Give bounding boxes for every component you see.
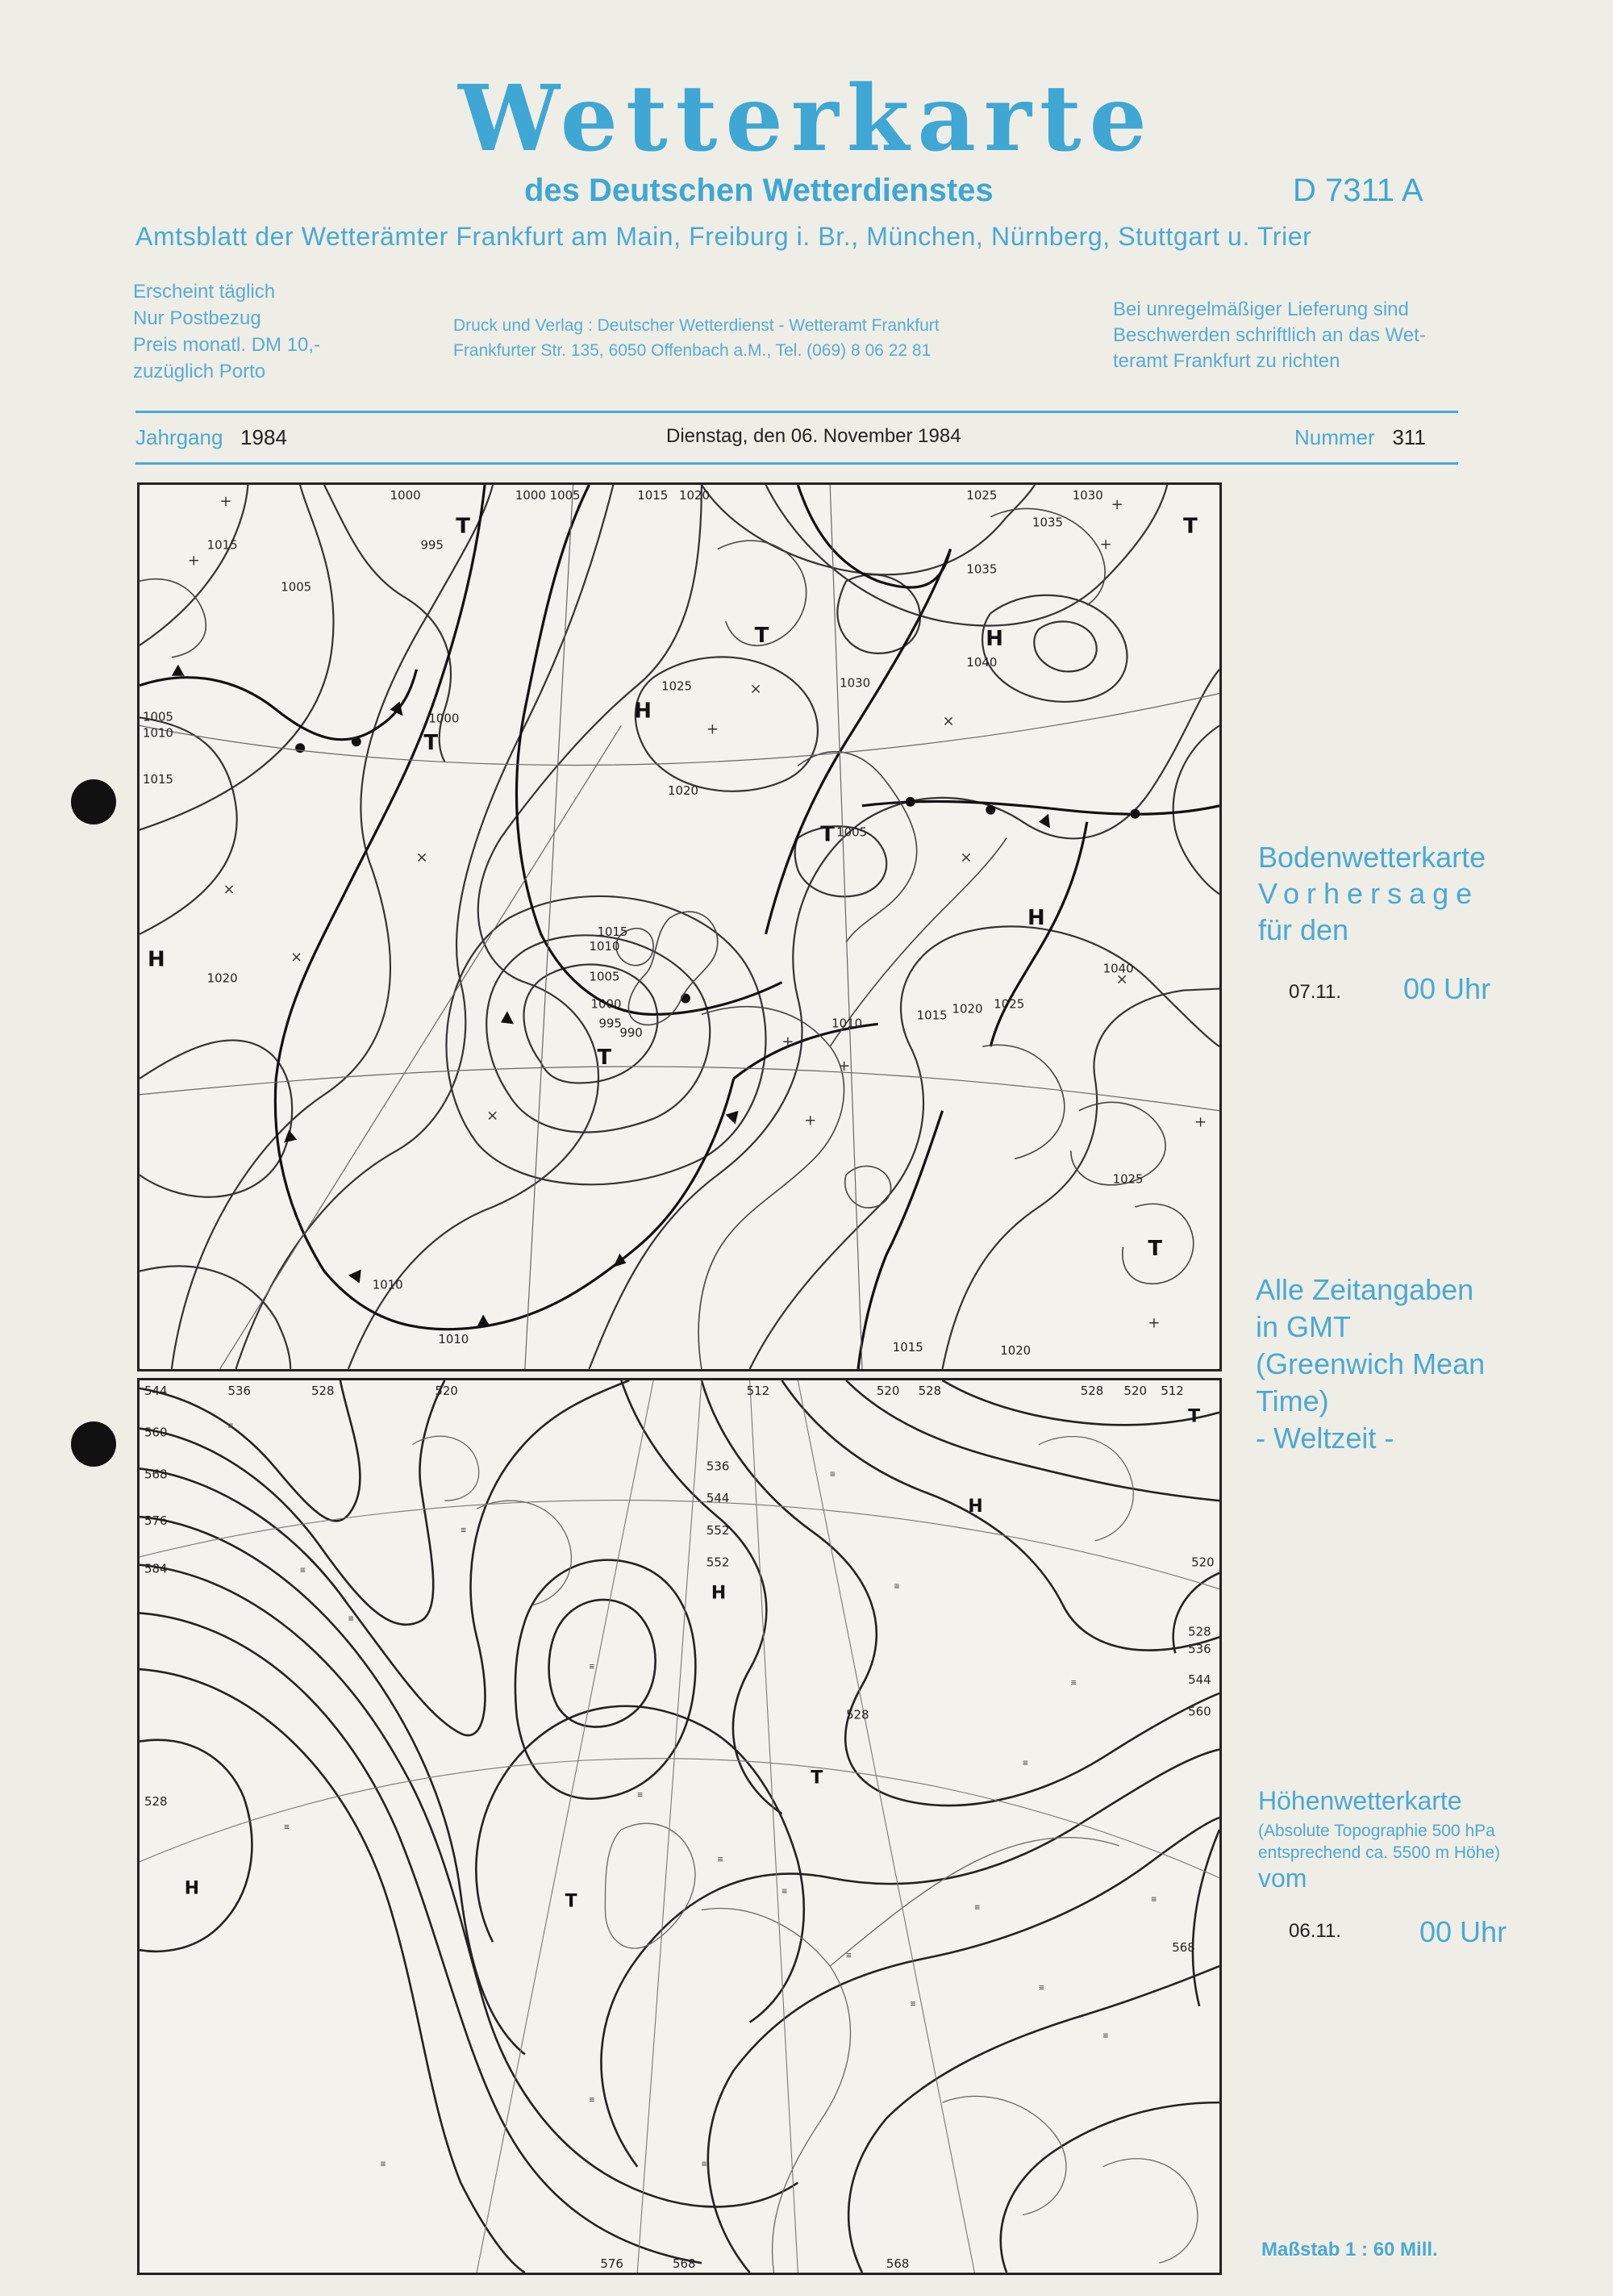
contour bbox=[140, 1380, 444, 1625]
isobar-label: 1040 bbox=[966, 654, 998, 670]
station-plot: ≡ bbox=[348, 1613, 354, 1624]
isobar-label: 1015 bbox=[206, 537, 238, 553]
analysis-time: 00 Uhr bbox=[1419, 1915, 1507, 1948]
isobar-label: 1040 bbox=[1102, 961, 1134, 976]
info-line: Erscheint täglich bbox=[133, 281, 276, 303]
warm-front-half-disc bbox=[352, 737, 361, 746]
postal-code: D 7311 A bbox=[1293, 173, 1423, 208]
isobar-label: 1015 bbox=[637, 487, 669, 503]
isobar-label: 1010 bbox=[142, 725, 173, 741]
publisher-info bbox=[453, 313, 1066, 363]
meridian bbox=[477, 1380, 653, 2273]
contour-label: 536 bbox=[1188, 1642, 1211, 1657]
low-centre: T bbox=[1183, 514, 1198, 539]
front bbox=[766, 549, 951, 934]
station-plot: ≡ bbox=[284, 1821, 290, 1832]
isobar-label: 1030 bbox=[840, 675, 871, 691]
contour bbox=[781, 1380, 1219, 1651]
station-plot: ≡ bbox=[1151, 1893, 1157, 1905]
divider bbox=[135, 411, 1458, 413]
cross-mark: × bbox=[415, 849, 428, 866]
station-plot: ≡ bbox=[1039, 1981, 1044, 1993]
surface-forecast-map bbox=[137, 482, 1222, 1371]
masthead-title: Wetterkarte bbox=[458, 66, 1155, 172]
info-line: Preis monatl. DM 10,- bbox=[133, 334, 321, 356]
isobar-label: 1015 bbox=[142, 771, 173, 787]
contour-label: 560 bbox=[1188, 1704, 1211, 1719]
high-centre: H bbox=[968, 1497, 983, 1517]
station-plot: ≡ bbox=[701, 2158, 707, 2169]
cold-front-triangle bbox=[1039, 814, 1050, 829]
contour bbox=[140, 1565, 798, 2207]
cross-mark: × bbox=[749, 680, 762, 698]
isobar-label: 1025 bbox=[994, 996, 1025, 1012]
coastline bbox=[1103, 2159, 1198, 2263]
contour bbox=[140, 1517, 525, 2054]
contour-label: 520 bbox=[435, 1383, 458, 1398]
isobar-label: 1010 bbox=[589, 938, 620, 954]
isobar-labels bbox=[143, 488, 1144, 1358]
note-line: (Greenwich Mean bbox=[1256, 1347, 1486, 1380]
warm-front-half-disc bbox=[986, 805, 995, 815]
analysis-date: 06.11. bbox=[1289, 1920, 1341, 1942]
station-plot: ≡ bbox=[589, 1661, 595, 1672]
coastline bbox=[1039, 1437, 1133, 1541]
cross-mark: + bbox=[187, 552, 200, 570]
cold-front-triangle bbox=[284, 1130, 297, 1143]
note-line: in GMT bbox=[1256, 1310, 1352, 1343]
isobar-label: 1005 bbox=[589, 969, 620, 984]
low-centre: T bbox=[811, 1768, 823, 1789]
isobar-label: 1000 bbox=[428, 711, 460, 726]
caption-line: Bodenwetterkarte bbox=[1258, 841, 1486, 874]
isobar bbox=[590, 670, 1219, 1369]
number-label: Nummer bbox=[1294, 425, 1375, 449]
masthead-subtitle: des Deutschen Wetterdienstes bbox=[524, 173, 994, 208]
parallel bbox=[140, 1067, 1219, 1111]
cold-front-triangle bbox=[726, 1111, 739, 1125]
forecast-time: 00 Uhr bbox=[1403, 972, 1491, 1005]
contour-label: 512 bbox=[1161, 1383, 1184, 1398]
coastline bbox=[698, 1007, 844, 1369]
isobar-label: 1005 bbox=[836, 824, 868, 840]
time-zone-note bbox=[1256, 1271, 1594, 1457]
isobar-label: 1035 bbox=[1032, 515, 1063, 530]
cross-mark: + bbox=[804, 1112, 817, 1129]
contour-label: 576 bbox=[144, 1513, 168, 1529]
cold-front-triangle bbox=[348, 1270, 361, 1284]
surface-map-caption bbox=[1258, 839, 1597, 948]
cold-front-triangle bbox=[172, 665, 185, 676]
isobar-label: 995 bbox=[420, 537, 444, 553]
station-plot: ≡ bbox=[910, 1998, 916, 2009]
contour-label: 528 bbox=[144, 1794, 168, 1810]
contour-label: 568 bbox=[1172, 1940, 1195, 1956]
coastline bbox=[798, 752, 916, 942]
isobar bbox=[750, 926, 1219, 1369]
contour bbox=[140, 1380, 629, 1735]
meridian bbox=[637, 1380, 702, 2273]
warm-front-half-disc bbox=[1130, 809, 1140, 819]
coastlines bbox=[412, 1436, 1197, 2273]
isobar bbox=[172, 485, 493, 1369]
low-centre: T bbox=[754, 623, 769, 648]
station-crosses bbox=[188, 493, 1207, 1331]
contour-label: 528 bbox=[1080, 1383, 1104, 1398]
cold-front-triangle bbox=[501, 1011, 514, 1024]
isobar-label: 1020 bbox=[206, 971, 238, 986]
forecast-date: 07.11. bbox=[1289, 981, 1341, 1003]
low-centre: T bbox=[820, 822, 835, 847]
cross-mark: + bbox=[781, 1033, 794, 1051]
contour-label: 520 bbox=[1123, 1383, 1147, 1398]
map-scale: Maßstab 1 : 60 Mill. bbox=[1261, 2239, 1438, 2261]
cross-mark: × bbox=[942, 712, 955, 730]
isobar-label: 1010 bbox=[832, 1016, 863, 1031]
note-line: Time) bbox=[1256, 1384, 1329, 1417]
station-plot: ≡ bbox=[227, 1420, 234, 1431]
low-centre: T bbox=[456, 514, 470, 539]
front bbox=[858, 1111, 943, 1369]
station-plot: ≡ bbox=[1102, 2030, 1109, 2041]
isobar-label: 1005 bbox=[281, 579, 312, 595]
contour bbox=[848, 1966, 1219, 2273]
info-line: Druck und Verlag : Deutscher Wetterdienst - Wetteramt Frankfurt bbox=[453, 316, 940, 335]
contour-label: 568 bbox=[144, 1467, 168, 1482]
upper-map-vom: vom bbox=[1258, 1864, 1307, 1893]
contour-label: 552 bbox=[706, 1555, 730, 1570]
isobar bbox=[140, 717, 237, 934]
info-line: Beschwerden schriftlich an das Wet- bbox=[1113, 324, 1426, 346]
cross-mark: + bbox=[219, 492, 232, 510]
contour-label: 536 bbox=[227, 1383, 251, 1398]
contour bbox=[140, 1669, 525, 2273]
high-centre: H bbox=[1027, 906, 1045, 931]
isobar-label: 1015 bbox=[916, 1008, 948, 1023]
upper-air-map bbox=[137, 1378, 1222, 2275]
contour-label: 528 bbox=[846, 1707, 869, 1722]
year-value: 1984 bbox=[240, 425, 287, 449]
info-line: Frankfurter Str. 135, 6050 Offenbach a.M., Tel. (069) 8 06 22 81 bbox=[453, 341, 932, 360]
coastline bbox=[605, 1823, 694, 1948]
subcaption-line: (Absolute Topographie 500 hPa bbox=[1258, 1822, 1495, 1840]
low-centre: T bbox=[565, 1891, 577, 1912]
contour bbox=[476, 1706, 803, 2023]
isobar bbox=[140, 1040, 292, 1196]
info-line: teramt Frankfurt zu richten bbox=[1113, 350, 1340, 372]
coastline bbox=[477, 1501, 571, 1605]
isobar-label: 1000 1005 bbox=[515, 487, 581, 503]
upper-map-drawing bbox=[140, 1380, 1219, 2273]
contour-label: 536 bbox=[706, 1459, 730, 1474]
cold-front-triangle bbox=[477, 1314, 490, 1327]
complaint-info bbox=[1113, 297, 1476, 374]
surface-map-drawing bbox=[140, 485, 1219, 1369]
pressure-centres bbox=[185, 1407, 1200, 1912]
cross-mark: + bbox=[1099, 536, 1112, 553]
isobar-label: 1015 bbox=[892, 1340, 923, 1355]
contour-label: 528 bbox=[311, 1383, 335, 1398]
meridian bbox=[830, 485, 862, 1369]
upper-map-subcaption bbox=[1258, 1820, 1613, 1864]
isobar-label: 990 bbox=[619, 1025, 643, 1041]
high-centre: H bbox=[184, 1878, 200, 1899]
station-plot: ≡ bbox=[589, 2094, 595, 2106]
contour-label: 568 bbox=[673, 2256, 696, 2272]
number-field bbox=[1294, 425, 1426, 450]
parallel bbox=[140, 1501, 1219, 1589]
high-centre: H bbox=[986, 626, 1003, 651]
contour bbox=[140, 1380, 360, 1521]
isobar-label: 1010 bbox=[438, 1332, 469, 1347]
isobar-label: 1010 bbox=[372, 1277, 403, 1292]
isobar-label: 1000 bbox=[590, 996, 622, 1012]
station-plot: ≡ bbox=[300, 1564, 306, 1576]
isobar bbox=[636, 657, 818, 791]
contour-label: 544 bbox=[706, 1491, 730, 1506]
cross-mark: × bbox=[290, 948, 303, 966]
isobar-label: 1005 bbox=[142, 709, 173, 724]
cross-mark: × bbox=[223, 881, 235, 899]
isobar bbox=[140, 1266, 290, 1369]
note-line: Alle Zeitangaben bbox=[1256, 1273, 1474, 1306]
warm-front-half-disc bbox=[906, 797, 915, 807]
high-centre: H bbox=[634, 699, 652, 724]
contour-label: 584 bbox=[144, 1561, 168, 1576]
cold-front-triangle bbox=[613, 1254, 626, 1267]
contour bbox=[621, 1380, 781, 1814]
info-line: zuzüglich Porto bbox=[133, 361, 266, 382]
contour-label: 560 bbox=[144, 1425, 168, 1440]
coastline bbox=[140, 579, 206, 657]
station-plot: ≡ bbox=[380, 2158, 386, 2169]
subcaption-line: entsprechend ca. 5500 m Höhe) bbox=[1258, 1843, 1501, 1862]
caption-line: Vorhersage bbox=[1258, 877, 1480, 910]
punch-hole bbox=[71, 1421, 116, 1467]
isobars bbox=[140, 485, 1219, 1369]
issue-date: Dienstag, den 06. November 1984 bbox=[666, 425, 961, 447]
cross-mark: × bbox=[1115, 971, 1128, 988]
info-line: Bei unregelmäßiger Lieferung sind bbox=[1113, 298, 1409, 320]
contour bbox=[601, 1750, 1219, 2167]
isobar-label: 1035 bbox=[966, 561, 998, 577]
front bbox=[517, 485, 782, 1014]
station-plot: ≡ bbox=[717, 1853, 723, 1864]
year-field bbox=[135, 425, 287, 450]
isobar-label: 1020 bbox=[679, 487, 710, 503]
station-plot: ≡ bbox=[974, 1902, 980, 1913]
cross-mark: + bbox=[838, 1058, 851, 1075]
contour-label: 520 bbox=[876, 1383, 900, 1398]
low-centre: T bbox=[1148, 1236, 1163, 1261]
station-plot: ≡ bbox=[894, 1580, 900, 1592]
cross-mark: + bbox=[1194, 1113, 1207, 1131]
pressure-centres bbox=[148, 515, 1198, 1261]
contour-label: 544 bbox=[144, 1383, 168, 1398]
isobar bbox=[1034, 621, 1096, 671]
parallel bbox=[140, 1759, 1219, 1878]
isobar bbox=[982, 595, 1127, 702]
isobar-label: 1020 bbox=[668, 783, 699, 798]
contour-label: 512 bbox=[746, 1383, 770, 1398]
subscription-info bbox=[133, 278, 375, 385]
isobar bbox=[766, 485, 1168, 626]
cross-mark: × bbox=[486, 1107, 499, 1125]
warm-front-half-disc bbox=[295, 743, 305, 753]
isobar-label: 1020 bbox=[1000, 1343, 1032, 1359]
cross-mark: + bbox=[1148, 1314, 1161, 1332]
isobar-label: 1000 bbox=[390, 487, 421, 503]
isobar-label: 1015 bbox=[597, 924, 628, 939]
official-gazette-line: Amtsblatt der Wetterämter Frankfurt am Main, Freiburg i. Br., München, Nürnberg, Stuttgart u. Trier bbox=[135, 222, 1312, 251]
caption-line: für den bbox=[1258, 913, 1349, 946]
number-value: 311 bbox=[1392, 425, 1426, 449]
front bbox=[798, 485, 950, 587]
contour bbox=[1193, 1830, 1219, 2006]
station-plot: ≡ bbox=[637, 1789, 643, 1801]
station-plot: ≡ bbox=[830, 1468, 836, 1480]
cross-mark: + bbox=[1111, 495, 1123, 513]
contour-label: 576 bbox=[600, 2256, 623, 2272]
divider bbox=[135, 462, 1458, 465]
front bbox=[990, 822, 1086, 1046]
station-plot: ≡ bbox=[781, 1885, 788, 1897]
isobar-label: 995 bbox=[598, 1016, 622, 1031]
contour-label: 544 bbox=[1188, 1672, 1211, 1687]
punch-hole bbox=[71, 779, 116, 824]
low-centre: T bbox=[1188, 1406, 1201, 1427]
info-line: Nur Postbezug bbox=[133, 307, 261, 329]
station-plot: ≡ bbox=[846, 1950, 852, 1961]
coastline bbox=[982, 1045, 1064, 1158]
high-centre: H bbox=[147, 947, 165, 972]
station-plot: ≡ bbox=[1023, 1757, 1028, 1768]
low-centre: T bbox=[423, 731, 439, 756]
station-plot: ≡ bbox=[1070, 1676, 1077, 1688]
contour bbox=[702, 1380, 1219, 1805]
isobar-label: 1025 bbox=[661, 678, 693, 694]
meridian bbox=[798, 1380, 974, 2273]
note-line: - Weltzeit - bbox=[1256, 1421, 1394, 1455]
cross-mark: × bbox=[960, 849, 973, 866]
parallel bbox=[140, 694, 1219, 766]
isobar-label: 1020 bbox=[952, 1001, 983, 1017]
contour bbox=[140, 1740, 252, 1952]
isobar bbox=[235, 485, 613, 1369]
front bbox=[862, 801, 1219, 814]
upper-map-caption: Höhenwetterkarte bbox=[1258, 1786, 1462, 1815]
coastline bbox=[845, 1166, 891, 1208]
isobar-label: 1025 bbox=[1112, 1171, 1144, 1187]
contour-labels bbox=[144, 1384, 1215, 2271]
meridian bbox=[525, 485, 573, 1369]
isobar-label: 1025 bbox=[966, 487, 998, 503]
contour-label: 528 bbox=[1188, 1624, 1211, 1639]
contour-label: 528 bbox=[918, 1383, 942, 1398]
contour-label: 520 bbox=[1191, 1555, 1215, 1570]
cross-mark: + bbox=[706, 720, 719, 738]
contour-label: 552 bbox=[706, 1522, 730, 1538]
low-centre: T bbox=[597, 1046, 612, 1071]
contour-label: 568 bbox=[886, 2256, 910, 2272]
station-plot: ≡ bbox=[461, 1524, 466, 1535]
high-centre: H bbox=[711, 1583, 727, 1604]
year-label: Jahrgang bbox=[135, 425, 223, 449]
isobar-label: 1030 bbox=[1072, 487, 1103, 503]
contour bbox=[140, 1613, 702, 2263]
